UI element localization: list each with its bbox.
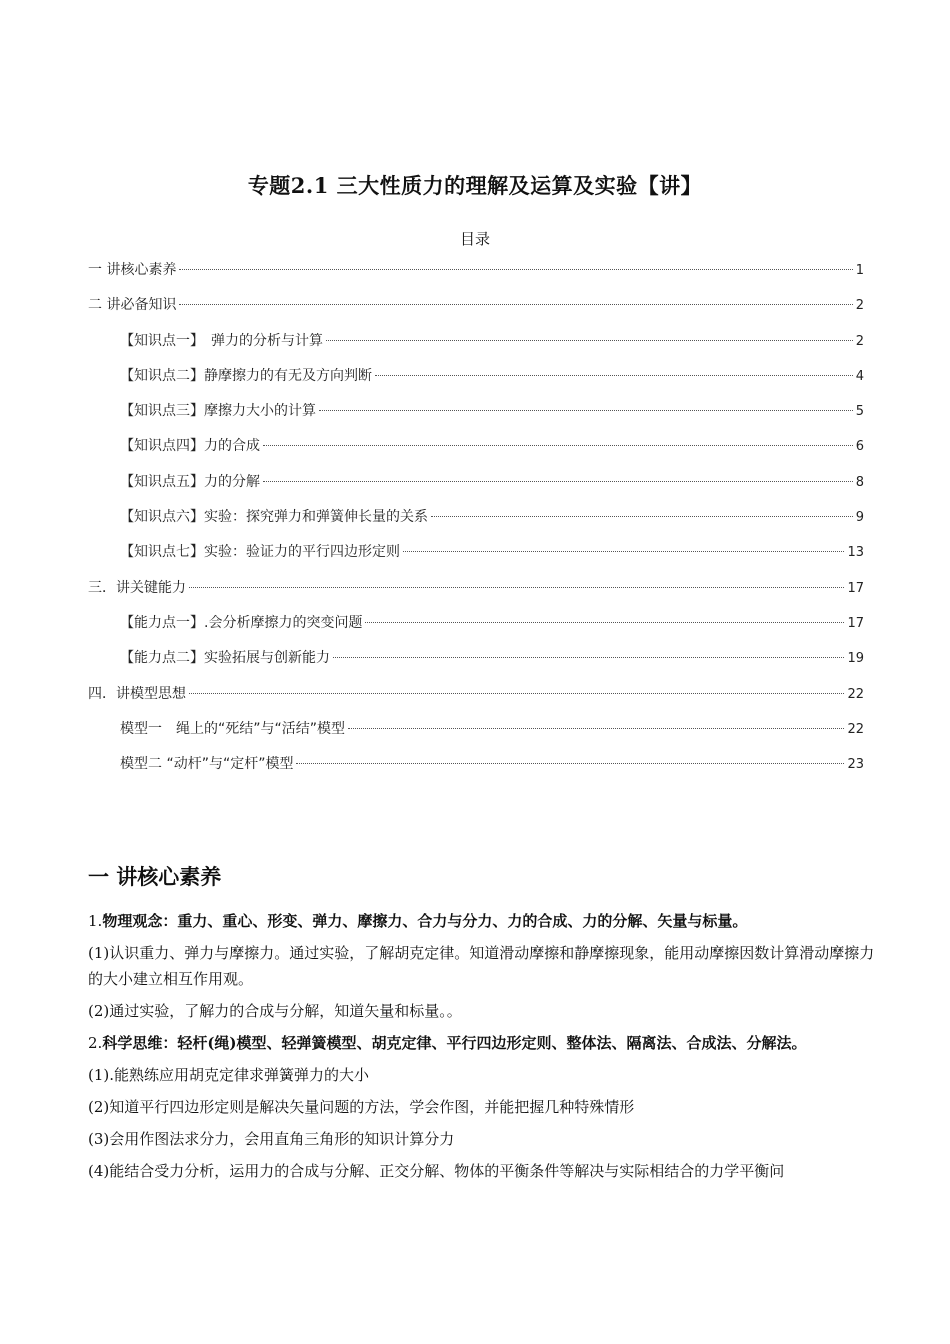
body-paragraph <box>88 1030 878 1056</box>
document-title: 专题2.1 三大性质力的理解及运算及实验【讲】 <box>247 173 703 198</box>
body-paragraph: (3)会用作图法求分力，会用直角三角形的知识计算分力 <box>88 1130 455 1148</box>
toc-entry-text: 【能力点一】.会分析摩擦力的突变问题 <box>120 614 363 631</box>
toc-page-number: 17 <box>847 580 864 596</box>
body-paragraph: (4)能结合受力分析，运用力的合成与分解、正交分解、物体的平衡条件等解决与实际相结合的力学平衡问 <box>88 1162 785 1180</box>
toc-leader <box>179 255 852 270</box>
paragraph-text: 科学思维：轻杆(绳)模型、轻弹簧模型、胡克定律、平行四边形定则、整体法、隔离法、合成法、分解法。 <box>102 1034 807 1052</box>
toc-page-number: 19 <box>847 651 864 667</box>
toc-leader <box>326 326 853 341</box>
body-paragraph: (2)知道平行四边形定则是解决矢量问题的方法，学会作图，并能把握几种特殊情形 <box>88 1098 635 1116</box>
toc-entry[interactable] <box>88 292 864 327</box>
toc-page-number: 9 <box>855 510 864 526</box>
toc-leader <box>403 537 844 552</box>
toc-entry-text: 二 讲必备知识 <box>88 297 177 314</box>
toc-entry[interactable] <box>88 716 864 751</box>
toc-entry[interactable] <box>88 681 864 716</box>
toc-entry[interactable] <box>88 539 864 574</box>
toc-entry-text: 【知识点七】实验：验证力的平行四边形定则 <box>120 544 400 561</box>
paragraph-text: 物理观念：重力、重心、形变、弹力、摩擦力、合力与分力、力的合成、力的分解、矢量与标量。 <box>102 912 748 930</box>
toc-page-number: 17 <box>847 615 864 631</box>
section-body <box>88 908 878 1190</box>
toc-leader <box>375 361 853 376</box>
toc-page-number: 23 <box>847 757 864 773</box>
toc-entry[interactable] <box>88 363 864 398</box>
paragraph-number: 1. <box>88 912 103 930</box>
toc-entry-text: 【知识点二】静摩擦力的有无及方向判断 <box>120 367 372 384</box>
toc-page-number: 22 <box>847 686 864 702</box>
toc-entry[interactable] <box>88 433 864 468</box>
toc-entry-text: 【能力点二】实验拓展与创新能力 <box>120 650 330 667</box>
toc-entry[interactable] <box>88 751 864 786</box>
toc-entry-text: 模型一 绳上的“死结”与“活结”模型 <box>120 720 346 737</box>
toc-page-number: 2 <box>855 333 864 349</box>
toc-entry-text: 【知识点四】力的合成 <box>120 438 260 455</box>
toc-page-number: 1 <box>855 263 864 278</box>
section-heading: 一 讲核心素养 <box>88 865 222 889</box>
toc-page-number: 22 <box>847 721 864 737</box>
toc-entry-text: 四．讲模型思想 <box>88 685 186 702</box>
body-paragraph: (1)认识重力、弹力与摩擦力。通过实验，了解胡克定律。知道滑动摩擦和静摩擦现象，能用动摩擦因数计算滑动摩擦力的大小建立相互作用观。 <box>88 944 875 988</box>
toc-page-number: 8 <box>855 474 864 490</box>
toc-entry-text: 【知识点三】摩擦力大小的计算 <box>120 403 316 420</box>
toc-page-number: 5 <box>855 404 864 420</box>
toc-entry[interactable] <box>88 645 864 680</box>
toc-entry-text: 模型二 “动杆”与“定杆”模型 <box>120 756 294 773</box>
toc-entry[interactable] <box>88 504 864 539</box>
toc-page-number: 6 <box>855 439 864 455</box>
toc-leader <box>333 643 844 658</box>
paragraph-number: 2. <box>88 1034 103 1052</box>
body-paragraph: (2)通过实验，了解力的合成与分解，知道矢量和标量。。 <box>88 1002 462 1020</box>
toc-leader <box>296 749 844 764</box>
toc-entry[interactable] <box>88 398 864 433</box>
toc-leader <box>179 290 852 305</box>
toc-entry-text: 三．讲关键能力 <box>88 579 186 596</box>
toc-entry-text: 【知识点一】 弹力的分析与计算 <box>120 332 323 349</box>
body-paragraph <box>88 908 878 934</box>
toc-leader <box>431 502 853 517</box>
table-of-contents <box>88 257 864 786</box>
toc-entry[interactable] <box>88 328 864 363</box>
toc-leader <box>189 573 844 588</box>
toc-entry[interactable] <box>88 469 864 504</box>
toc-heading: 目录 <box>459 230 490 248</box>
toc-leader <box>365 608 844 623</box>
toc-entry-text: 【知识点六】实验：探究弹力和弹簧伸长量的关系 <box>120 509 428 526</box>
toc-leader <box>263 431 853 446</box>
toc-leader <box>319 396 853 411</box>
toc-leader <box>348 714 844 729</box>
toc-entry-text: 一 讲核心素养 <box>88 262 177 278</box>
toc-page-number: 13 <box>847 545 864 561</box>
toc-leader <box>263 467 853 482</box>
toc-leader <box>189 679 844 694</box>
body-paragraph: (1).能熟练应用胡克定律求弹簧弹力的大小 <box>88 1066 370 1084</box>
toc-entry[interactable] <box>88 257 864 292</box>
toc-entry-text: 【知识点五】力的分解 <box>120 473 260 490</box>
toc-entry[interactable] <box>88 610 864 645</box>
toc-page-number: 2 <box>855 298 864 314</box>
toc-page-number: 4 <box>855 368 864 384</box>
toc-entry[interactable] <box>88 575 864 610</box>
